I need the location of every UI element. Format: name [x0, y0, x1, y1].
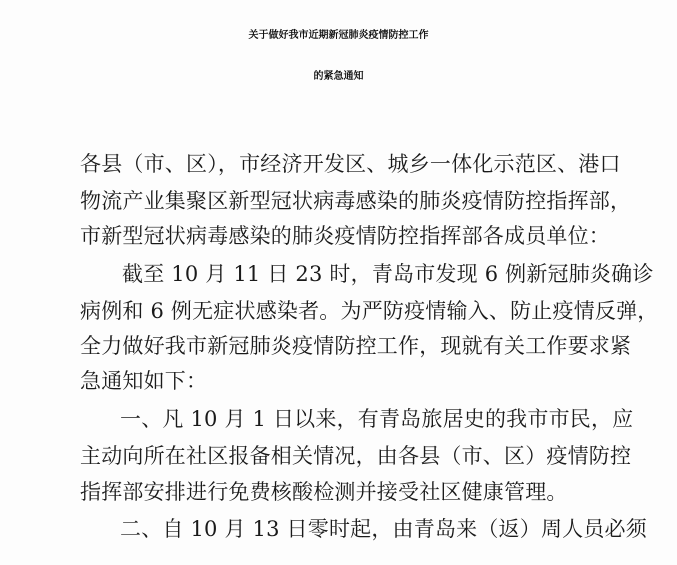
body-line-11: 二、自 10 月 13 日零时起，由青岛来（返）周人员必须 [120, 517, 647, 541]
body-line-6: 全力做好我市新冠肺炎疫情防控工作，现就有关工作要求紧 [80, 334, 632, 358]
body-line-5: 病例和 6 例无症状感染者。为严防疫情输入、防止疫情反弹， [80, 299, 659, 323]
document-title-line-1: 关于做好我市近期新冠肺炎疫情防控工作 [248, 30, 429, 41]
body-line-7: 急通知如下： [80, 369, 208, 393]
body-line-10: 指挥部安排进行免费核酸检测并接受社区健康管理。 [80, 480, 568, 504]
body-line-8: 一、凡 10 月 1 日以来，有青岛旅居史的我市市民，应 [120, 407, 634, 431]
body-line-9: 主动向所在社区报备相关情况，由各县（市、区）疫情防控 [80, 444, 632, 468]
body-line-3: 市新型冠状病毒感染的肺炎疫情防控指挥部各成员单位： [80, 224, 610, 248]
document-title-line-2: 的紧急通知 [313, 71, 364, 82]
body-line-1: 各县（市、区），市经济开发区、城乡一体化示范区、港口 [80, 152, 621, 176]
body-line-4: 截至 10 月 11 日 23 时，青岛市发现 6 例新冠肺炎确诊 [122, 262, 654, 286]
body-line-2: 物流产业集聚区新型冠状病毒感染的肺炎疫情防控指挥部， [80, 189, 632, 213]
